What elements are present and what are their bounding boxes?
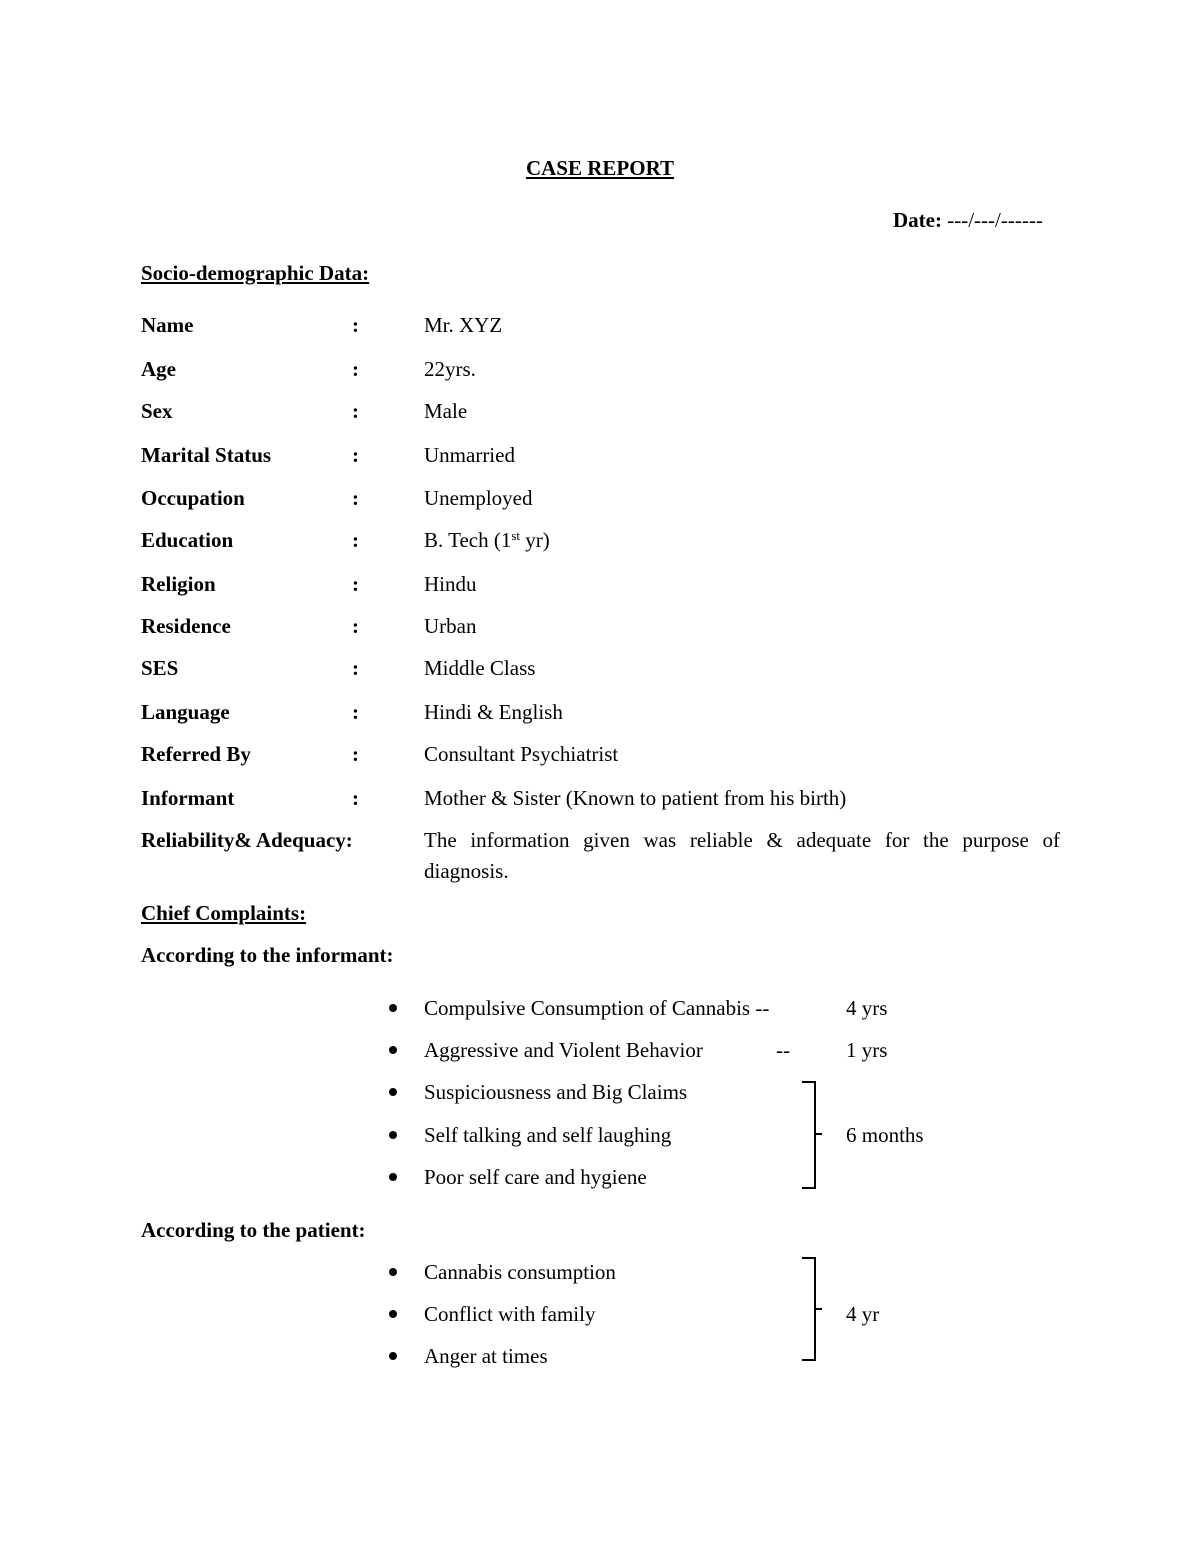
row-value-informant: Mother & Sister (Known to patient from his birth) [424,786,847,810]
row-colon: : [352,656,359,680]
informant-item: Self talking and self laughing [424,1123,672,1147]
informant-heading: According to the informant: [141,943,394,967]
patient-item: Anger at times [424,1344,548,1368]
informant-item-duration: 4 yrs [846,996,888,1020]
row-colon: : [352,700,359,724]
row-value-reliability: The information given was reliable & adequate for the purpose of diagnosis. [424,828,1060,883]
bullet-icon [389,1046,397,1054]
row-colon: : [352,786,359,810]
informant-item: Poor self care and hygiene [424,1165,647,1189]
row-label-residence: Residence [141,614,231,638]
patient-item: Cannabis consumption [424,1260,616,1284]
education-value-sup: st [511,528,521,543]
row-value-ses: Middle Class [424,656,536,680]
row-label-informant: Informant [141,786,235,810]
row-colon: : [352,443,359,467]
education-value-post: yr) [520,528,550,552]
row-value-referred-by: Consultant Psychiatrist [424,742,619,766]
bullet-icon [389,1004,397,1012]
row-label-age: Age [141,357,176,381]
row-label-occupation: Occupation [141,486,245,510]
informant-item: Aggressive and Violent Behavior [424,1038,703,1062]
row-colon: : [352,742,359,766]
row-label-marital-status: Marital Status [141,443,272,467]
row-value-residence: Urban [424,614,477,638]
patient-heading: According to the patient: [141,1218,366,1242]
bullet-icon [389,1352,397,1360]
row-label-religion: Religion [141,572,216,596]
row-label-name: Name [141,313,194,337]
row-value-religion: Hindu [424,572,477,596]
row-colon: : [352,614,359,638]
row-label-ses: SES [141,656,179,680]
date-label: Date: [893,208,942,232]
patient-item: Conflict with family [424,1302,596,1326]
chief-complaints-heading: Chief Complaints: [141,901,307,925]
row-colon: : [352,486,359,510]
row-label-reliability: Reliability& Adequacy: [141,828,353,852]
row-value-sex: Male [424,399,468,423]
row-colon: : [352,313,359,337]
informant-item-dash: -- [776,1038,790,1062]
row-colon: : [352,399,359,423]
date-line [893,207,1043,233]
right-brace-icon [798,1078,830,1194]
bullet-icon [389,1131,397,1139]
row-label-education: Education [141,528,234,552]
row-colon: : [352,357,359,381]
education-value-pre: B. Tech (1 [424,528,512,552]
row-value-education [424,527,550,553]
patient-group-duration: 4 yr [846,1302,880,1326]
bullet-icon [389,1268,397,1276]
date-value: ---/---/------ [941,208,1043,232]
row-label-referred-by: Referred By [141,742,251,766]
row-colon: : [352,572,359,596]
bullet-icon [389,1088,397,1096]
bullet-icon [389,1310,397,1318]
page-title: CASE REPORT [525,156,675,180]
row-value-name: Mr. XYZ [424,313,503,337]
socio-heading: Socio-demographic Data: [141,261,370,285]
row-value-occupation: Unemployed [424,486,533,510]
informant-item: Suspiciousness and Big Claims [424,1080,688,1104]
informant-item: Compulsive Consumption of Cannabis -- [424,996,770,1020]
bullet-icon [389,1173,397,1181]
informant-item-duration: 1 yrs [846,1038,888,1062]
row-value-age: 22yrs. [424,357,476,381]
row-label-sex: Sex [141,399,173,423]
row-value-language: Hindi & English [424,700,563,724]
row-value-marital-status: Unmarried [424,443,515,467]
right-brace-icon [798,1254,830,1366]
informant-group-duration: 6 months [846,1123,924,1147]
row-colon: : [352,528,359,552]
row-label-language: Language [141,700,230,724]
